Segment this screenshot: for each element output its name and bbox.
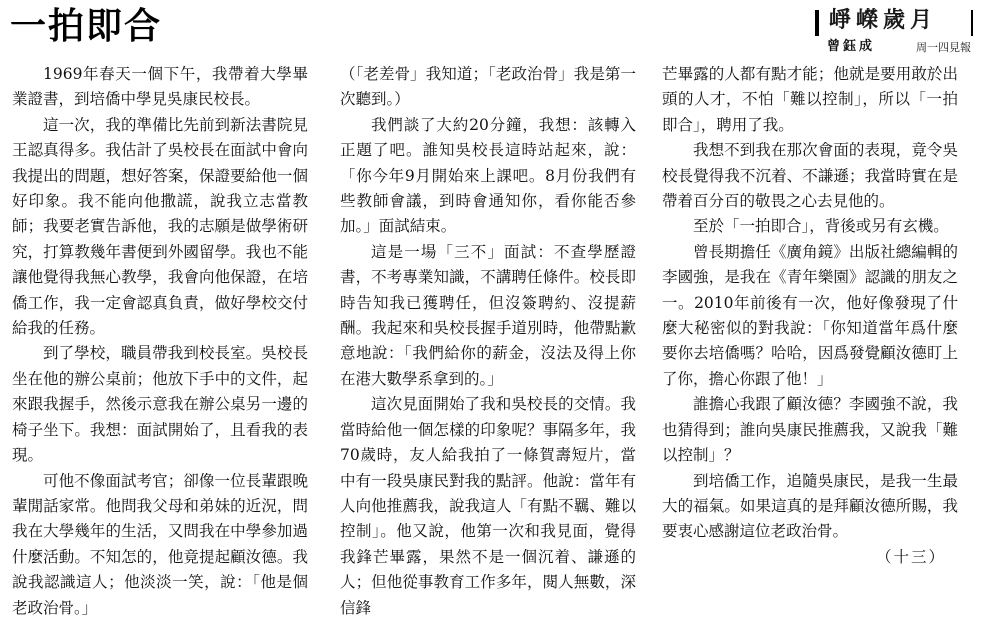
- article-column-1: [12, 62, 308, 621]
- paragraph: 到了學校，職員帶我到校長室。吳校長坐在他的辦公桌前；他放下手中的文件，起來跟我握手，然後示意我在辦公桌另一邊的椅子坐下。我想：面試開始了，且看我的表現。: [12, 344, 308, 465]
- series-number: （十三）: [875, 547, 946, 566]
- paragraph: 芒畢露的人都有點才能；他就是要用敢於出頭的人才，不怕「難以控制」，所以「一拍即合」，聘用了我。: [662, 65, 958, 134]
- masthead-bar-left: [815, 10, 819, 36]
- masthead-bar-right: [971, 10, 973, 36]
- headline: 一拍即合: [10, 6, 163, 47]
- paragraph: 這次見面開始了我和吳校長的交情。我當時給他一個怎樣的印象呢？事隔多年，我70歲時，友人給我拍了一條賀壽短片，當中有一段吳康民對我的點評。他說：當年有人向他推薦我，說我這人「有點不羈、難以控制」。他又說，他第一次和我見面，覺得我鋒芒畢露，果然不是一個沉着、謙遜的人；但他從事教育工作多年，閱人無數，深信鋒: [340, 395, 636, 617]
- paragraph: 可他不像面試考官；卻像一位長輩跟晚輩閒話家常。他問我父母和弟妹的近況，問我在大學幾年的生活，又問我在中學參加過什麼活動。不知怎的，他竟提起顧汝德。我說我認識這人；他淡淡一笑，說：「他是個老政治骨。」: [12, 471, 308, 617]
- paragraph: 我想不到我在那次會面的表現，竟令吳校長覺得我不沉着、不謙遜；我當時實在是帶着百分百的敬畏之心去見他的。: [662, 141, 958, 211]
- column-title: 崢嶸歲月: [829, 8, 938, 33]
- paragraph: 至於「一拍即合」，背後或另有玄機。: [693, 217, 949, 236]
- paragraph: 到培僑工作，追隨吳康民，是我一生最大的福氣。如果這真的是拜顧汝德所賜，我要衷心感謝這位老政治骨。: [662, 471, 958, 541]
- paragraph: 我們談了大約20分鐘，我想：該轉入正題了吧。誰知吳校長這時站起來，說：「你今年9月開始來上課吧。8月份我們有些教師會議，到時會通知你，看你能否參加。」面試結束。: [340, 115, 636, 236]
- paragraph: 曾長期擔任《廣角鏡》出版社總編輯的李國強，是我在《青年樂園》認識的朋友之一。2010年前後有一次，他好像發現了什麼大秘密似的對我說：「你知道當年爲什麼要你去培僑嗎？哈哈，因爲發覺顧汝德盯上了你，擔心你跟了他！」: [662, 242, 958, 388]
- column-masthead: [815, 6, 973, 54]
- article-column-3: [662, 62, 958, 570]
- paragraph: 這一次，我的準備比先前到新法書院見王認真得多。我估計了吳校長在面試中會向我提出的問題，想好答案，保證要給他一個好印象。我不能向他撒謊，說我立志當教師；我要老實告訴他，我的志願是做學術研究，打算教幾年書便到外國留學。我也不能讓他覺得我無心教學，我會向他保證，在培僑工作，我一定會認真負責，做好學校交付給我的任務。: [12, 115, 308, 338]
- author-name: 曾鈺成: [827, 39, 876, 54]
- paragraph: 誰擔心我跟了顧汝德？李國強不說，我也猜得到；誰向吳康民推薦我，又說我「難以控制」？: [662, 395, 958, 465]
- article-column-2: [340, 62, 636, 621]
- paragraph: （「老差骨」我知道；「老政治骨」我是第一次聽到。）: [340, 65, 636, 109]
- paragraph: 這是一場「三不」面試：不查學歷證書，不考專業知識，不講聘任條件。校長即時告知我已獲聘任，但沒簽聘約、沒提薪酬。我起來和吳校長握手道別時，他帶點歉意地說：「我們給你的薪金，沒法及得上你在港大數學系拿到的。」: [340, 242, 636, 388]
- publication-schedule: 周一四見報: [916, 41, 971, 54]
- paragraph: 1969年春天一個下午，我帶着大學畢業證書，到培僑中學見吳康民校長。: [12, 65, 308, 109]
